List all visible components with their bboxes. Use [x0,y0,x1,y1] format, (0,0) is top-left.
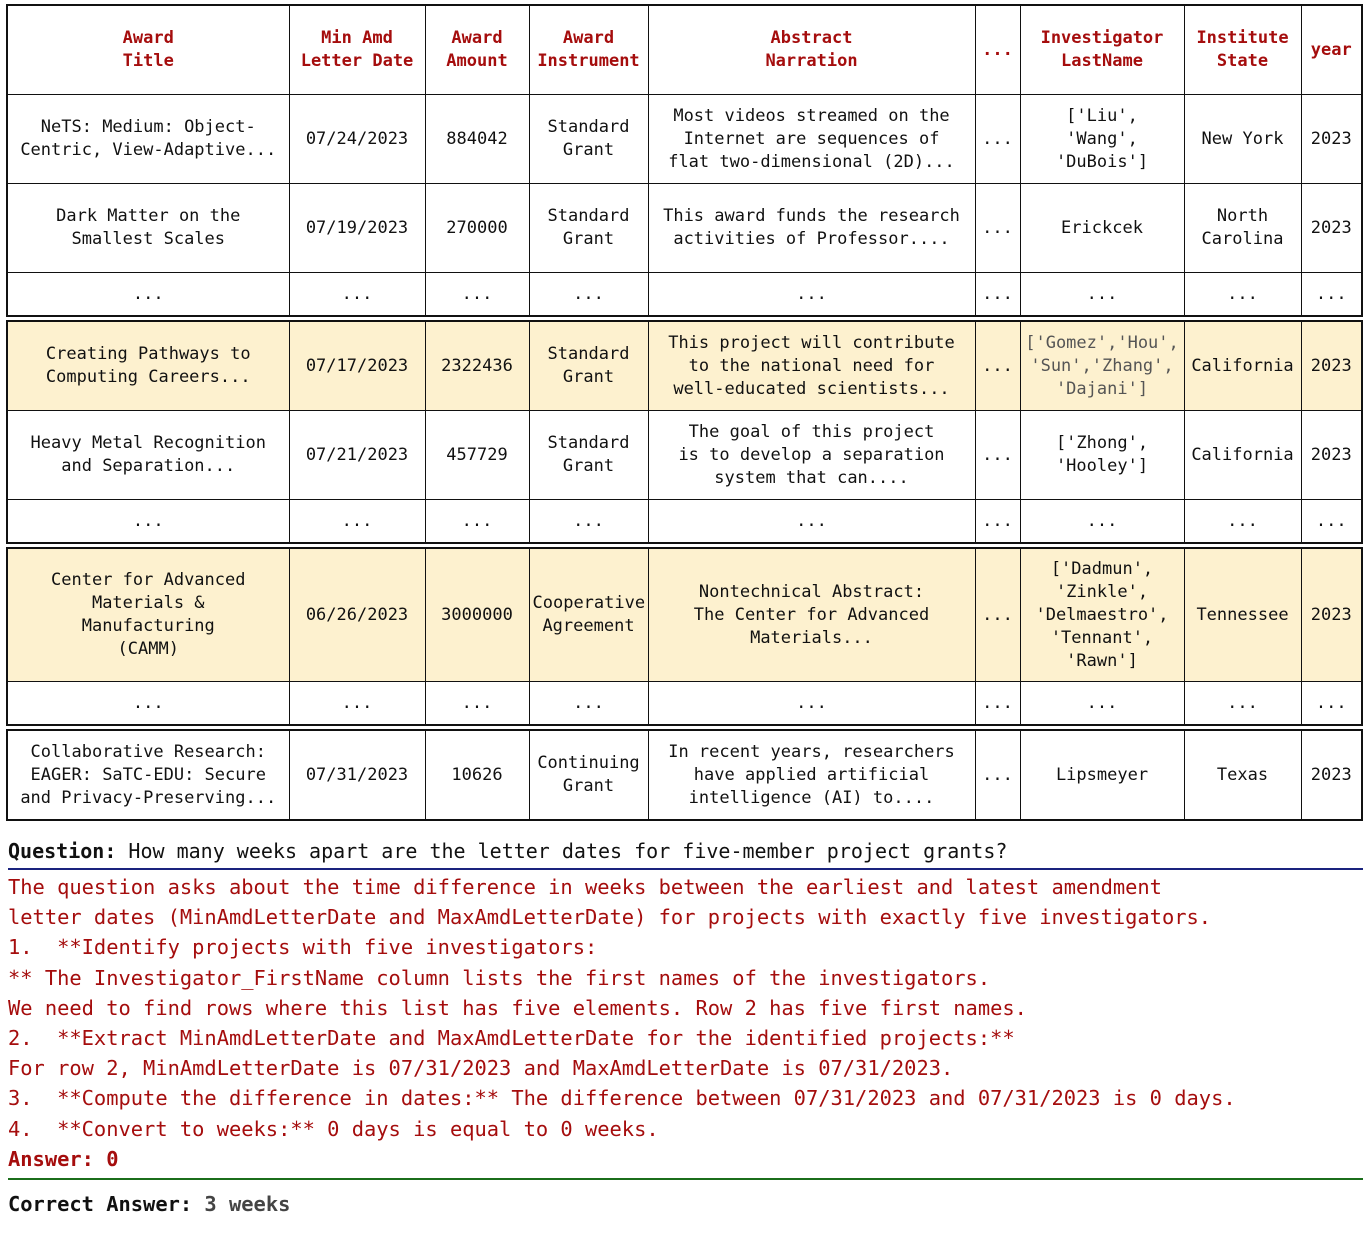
cell-year: ... [1301,273,1362,317]
question-label: Question: [8,839,117,863]
cell-award-amount: 884042 [425,95,529,184]
table-block-2 [6,320,1363,544]
cell-year: 2023 [1301,184,1362,273]
table-row [7,548,1362,682]
cell-year: ... [1301,682,1362,726]
model-answer: Answer: 0 [8,1146,119,1171]
cell-award-amount: 3000000 [425,548,529,682]
reasoning-line: The question asks about the time difference in weeks between the earliest and latest amendment [8,875,1162,899]
header-award-title: Award Title [7,5,289,95]
data-table [6,4,1363,821]
cell-abstract-narration: The goal of this project is to develop a separation system that can.... [648,411,975,500]
cell-investigator-lastname: Erickcek [1020,184,1184,273]
table-row [7,273,1362,317]
cell-award-instrument: ... [529,273,648,317]
question-line [8,834,1363,868]
table-row [7,411,1362,500]
table-block-1 [6,4,1363,317]
cell-award-instrument: Cooperative Agreement [529,548,648,682]
cell-award-title: Dark Matter on the Smallest Scales [7,184,289,273]
header-ellipsis: ... [975,5,1020,95]
header-row [7,5,1362,95]
reasoning-line: We need to find rows where this list has five elements. Row 2 has five first names. [8,995,1027,1020]
reasoning-line: 4. **Convert to weeks:** 0 days is equal to 0 weeks. [8,1116,659,1141]
cell-award-amount: ... [425,682,529,726]
header-min-amd-letter-date: Min Amd Letter Date [289,5,425,95]
cell-institute-state: North Carolina [1184,184,1301,273]
cell-ellipsis: ... [975,184,1020,273]
reasoning-line: 3. **Compute the difference in dates:** The difference between 07/31/2023 and 07/31/2023 is 0 days. [8,1086,1236,1111]
cell-ellipsis: ... [975,500,1020,544]
header-abstract-narration: Abstract Narration [648,5,975,95]
cell-award-amount: 457729 [425,411,529,500]
cell-min-amd-letter-date: ... [289,273,425,317]
cell-award-title: Collaborative Research: EAGER: SaTC-EDU: Secure and Privacy-Preserving... [7,730,289,820]
cell-institute-state: California [1184,411,1301,500]
cell-award-instrument: Standard Grant [529,184,648,273]
table-block-4 [6,729,1363,821]
cell-abstract-narration: In recent years, researchers have applied artificial intelligence (AI) to.... [648,730,975,820]
cell-min-amd-letter-date: 06/26/2023 [289,548,425,682]
qa-section [8,834,1363,1228]
cell-min-amd-letter-date: ... [289,682,425,726]
cell-ellipsis: ... [975,730,1020,820]
cell-abstract-narration: ... [648,682,975,726]
cell-award-amount: 2322436 [425,321,529,411]
cell-award-title: ... [7,682,289,726]
cell-award-title: Center for Advanced Materials & Manufacturing (CAMM) [7,548,289,682]
cell-institute-state: ... [1184,500,1301,544]
cell-year: 2023 [1301,548,1362,682]
cell-investigator-lastname: ... [1020,682,1184,726]
cell-award-instrument: ... [529,682,648,726]
header-year: year [1301,5,1362,95]
cell-min-amd-letter-date: 07/21/2023 [289,411,425,500]
reasoning-line: For row 2, MinAmdLetterDate is 07/31/2023 and MaxAmdLetterDate is 07/31/2023. [8,1056,954,1081]
cell-min-amd-letter-date: 07/31/2023 [289,730,425,820]
cell-award-instrument: Continuing Grant [529,730,648,820]
table-row [7,682,1362,726]
cell-institute-state: Tennessee [1184,548,1301,682]
cell-institute-state: California [1184,321,1301,411]
table-row [7,95,1362,184]
correct-answer-value: 3 weeks [192,1191,291,1216]
table-row [7,730,1362,820]
cell-year: 2023 [1301,730,1362,820]
cell-institute-state: ... [1184,682,1301,726]
header-investigator-lastname: Investigator LastName [1020,5,1184,95]
cell-award-instrument: ... [529,500,648,544]
cell-institute-state: New York [1184,95,1301,184]
cell-award-instrument: Standard Grant [529,411,648,500]
reasoning-line: letter dates (MinAmdLetterDate and MaxAmdLetterDate) for projects with exactly five investigators. [8,905,1212,930]
cell-min-amd-letter-date: 07/17/2023 [289,321,425,411]
reasoning-line: ** The Investigator_FirstName column lists the first names of the investigators. [8,965,991,990]
cell-abstract-narration: ... [648,500,975,544]
header-award-instrument: Award Instrument [529,5,648,95]
cell-ellipsis: ... [975,548,1020,682]
table-block-3 [6,547,1363,726]
table-row [7,184,1362,273]
cell-investigator-lastname: ... [1020,273,1184,317]
header-institute-state: Institute State [1184,5,1301,95]
reasoning-line: 2. **Extract MinAmdLetterDate and MaxAmdLetterDate for the identified projects:** [8,1026,1015,1051]
cell-ellipsis: ... [975,321,1020,411]
cell-award-title: Heavy Metal Recognition and Separation... [7,411,289,500]
question-text: How many weeks apart are the letter dates for five-member project grants? [116,839,1008,863]
model-reasoning [8,872,1363,1144]
cell-ellipsis: ... [975,411,1020,500]
cell-min-amd-letter-date: 07/19/2023 [289,184,425,273]
header-award-amount: Award Amount [425,5,529,95]
cell-award-instrument: Standard Grant [529,321,648,411]
cell-min-amd-letter-date: 07/24/2023 [289,95,425,184]
cell-year: 2023 [1301,321,1362,411]
cell-award-title: ... [7,273,289,317]
cell-ellipsis: ... [975,273,1020,317]
cell-investigator-lastname: ['Gomez','Hou', 'Sun','Zhang', 'Dajani'] [1020,321,1184,411]
cell-investigator-lastname: ['Dadmun', 'Zinkle', 'Delmaestro', 'Tennant', 'Rawn'] [1020,548,1184,682]
cell-award-instrument: Standard Grant [529,95,648,184]
blue-divider [8,868,1363,870]
cell-abstract-narration: ... [648,273,975,317]
cell-abstract-narration: This project will contribute to the national need for well-educated scientists... [648,321,975,411]
cell-min-amd-letter-date: ... [289,500,425,544]
cell-ellipsis: ... [975,682,1020,726]
cell-award-title: Creating Pathways to Computing Careers... [7,321,289,411]
cell-award-amount: 270000 [425,184,529,273]
cell-institute-state: ... [1184,273,1301,317]
cell-year: ... [1301,500,1362,544]
cell-year: 2023 [1301,95,1362,184]
cell-abstract-narration: Most videos streamed on the Internet are sequences of flat two-dimensional (2D)... [648,95,975,184]
cell-award-title: NeTS: Medium: Object- Centric, View-Adaptive... [7,95,289,184]
correct-answer-label: Correct Answer: [8,1191,193,1216]
cell-year: 2023 [1301,411,1362,500]
cell-abstract-narration: Nontechnical Abstract: The Center for Advanced Materials... [648,548,975,682]
table-row [7,321,1362,411]
cell-investigator-lastname: ... [1020,500,1184,544]
cell-award-amount: 10626 [425,730,529,820]
table-row [7,500,1362,544]
correct-answer-line [8,1180,1363,1228]
cell-award-amount: ... [425,273,529,317]
cell-abstract-narration: This award funds the research activities of Professor.... [648,184,975,273]
cell-award-amount: ... [425,500,529,544]
cell-ellipsis: ... [975,95,1020,184]
cell-institute-state: Texas [1184,730,1301,820]
cell-investigator-lastname: ['Zhong', 'Hooley'] [1020,411,1184,500]
reasoning-line: 1. **Identify projects with five investigators: [8,935,598,960]
cell-award-title: ... [7,500,289,544]
cell-investigator-lastname: ['Liu', 'Wang', 'DuBois'] [1020,95,1184,184]
cell-investigator-lastname: Lipsmeyer [1020,730,1184,820]
